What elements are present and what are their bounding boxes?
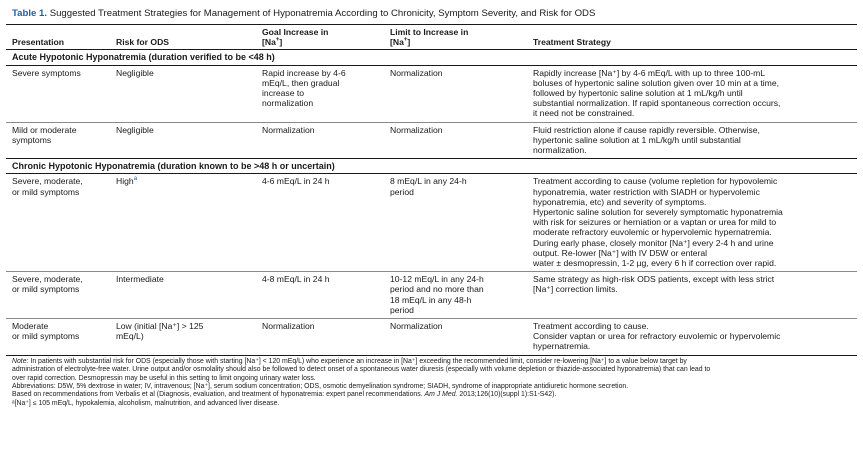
- col-goal: Goal Increase in [Na+]: [256, 25, 384, 50]
- cell-limit: Normalization: [384, 122, 527, 159]
- cell-line: it need not be constrained.: [533, 108, 635, 119]
- cell-line: period: [390, 186, 414, 197]
- col-goal-line2: [Na: [262, 37, 276, 48]
- cell-line: water ± desmopressin, 1-2 µg, every 6 h if correction over rapid.: [533, 258, 777, 269]
- cell-line: Moderate: [12, 321, 49, 332]
- cell-line: [Na⁺] correction limits.: [533, 284, 618, 295]
- table-caption: [6, 8, 857, 20]
- cell-line: output. Re-lower [Na⁺] with IV D5W or enteral: [533, 247, 708, 258]
- treatment-table: [6, 24, 857, 356]
- col-risk: Risk for ODS: [110, 25, 256, 50]
- note-text: In patients with substantial risk for ODS (especially those with starting [Na⁺] < 120 mEq/L) who experience an increase in [Na⁺] exceeding the recommended limit, consider re-lowering [Na⁺] to a value below target by: [28, 357, 687, 365]
- table-row: [6, 272, 857, 319]
- cell-line: followed by hypertonic saline solution at 1 mL/kg/h until: [533, 88, 743, 99]
- citation-text: Based on recommendations from Verbalis et al (Diagnosis, evaluation, and treatment of hyponatremia: expert panel recommendations.: [12, 391, 425, 399]
- cell-risk: Negligible: [110, 65, 256, 122]
- cell-strategy: [527, 122, 857, 159]
- cell-line: 10-12 mEq/L in any 24-h: [390, 274, 484, 285]
- source-citation: [12, 391, 857, 399]
- table-title: Suggested Treatment Strategies for Management of Hyponatremia According to Chronicity, Symptom Severity, and Risk for ODS: [49, 8, 596, 19]
- cell-line: hyponatremia, etc) and severity of symptoms.: [533, 196, 707, 207]
- cell-line: increase to: [262, 88, 305, 99]
- cell-line: normalization.: [533, 145, 587, 156]
- table-label: Table 1.: [12, 8, 48, 19]
- cell-presentation: [6, 122, 110, 159]
- cell-strategy: [527, 65, 857, 122]
- cell-limit: [384, 272, 527, 319]
- cell-line: Severe, moderate,: [12, 176, 83, 187]
- cell-line: mEq/L, then gradual: [262, 77, 340, 88]
- cell-line: hypernatremia.: [533, 341, 591, 352]
- cell-line: Rapid increase by 4-6: [262, 67, 346, 78]
- note-line: administration of electrolyte-free water. Urine output and/or osmolality should also be followed to detect onset of a spontaneous water diuresis (especially with volume depletion or thiazide-associated hyponatremia) that can lead to: [12, 366, 711, 374]
- cell-line: boluses of hypertonic saline solution given over 10 min at a time,: [533, 77, 780, 88]
- col-limit: Limit to Increase in [Na+]: [384, 25, 527, 50]
- cell-goal: Normalization: [262, 321, 315, 332]
- header-row: [6, 25, 857, 50]
- cell-line: During early phase, closely monitor [Na⁺] every 2-4 h and urine: [533, 237, 774, 248]
- cell-line: Low (initial [Na⁺] > 125: [116, 321, 204, 332]
- footnote-a: ᵃ[Na⁺] ≤ 105 mEq/L, hypokalemia, alcoholism, malnutrition, and advanced liver disease.: [12, 399, 280, 407]
- section-title-chronic: Chronic Hypotonic Hyponatremia (duration known to be >48 h or uncertain): [6, 159, 857, 174]
- cell-risk: Intermediate: [110, 272, 256, 319]
- section-row-chronic: [6, 159, 857, 174]
- col-presentation: Presentation: [6, 25, 110, 50]
- cell-line: moderate refractory euvolemic or hypervolemic hypernatremia.: [533, 227, 772, 238]
- cell-goal: [256, 65, 384, 122]
- cell-strategy: [527, 272, 857, 319]
- cell-line: with risk for seizures or herniation or a vaptan or urea for mild to: [533, 217, 777, 228]
- cell-line: mEq/L): [116, 331, 144, 342]
- cell-strategy: [527, 174, 857, 272]
- cell-risk: [110, 174, 256, 272]
- cell-limit: [384, 174, 527, 272]
- cell-line: Severe, moderate,: [12, 274, 83, 285]
- cell-line: 8 mEq/L in any 24-h: [390, 176, 467, 187]
- col-limit-line1: Limit to Increase in: [390, 27, 469, 37]
- cell-line: Treatment according to cause.: [533, 321, 649, 332]
- section-title-acute: Acute Hypotonic Hyponatremia (duration verified to be <48 h): [6, 50, 857, 65]
- cell-line: 18 mEq/L in any 48-h: [390, 294, 472, 305]
- cell-line: substantial normalization. If rapid spontaneous correction occurs,: [533, 98, 781, 109]
- note-line: [12, 358, 857, 366]
- cell-line: period and no more than: [390, 284, 484, 295]
- note-lead: Note:: [12, 357, 29, 365]
- cell-line: Hypertonic saline solution for severely symptomatic hyponatremia: [533, 207, 783, 218]
- cell-limit: Normalization: [390, 321, 443, 332]
- cell-line: Fluid restriction alone if cause rapidly reversible. Otherwise,: [533, 124, 760, 135]
- note-line: over rapid correction. Desmopressin may be useful in this setting to limit ongoing urinary water loss.: [12, 374, 316, 382]
- cell-line: or mild symptoms: [12, 284, 80, 295]
- risk-value: High: [116, 176, 134, 187]
- cell-line: or mild symptoms: [12, 331, 80, 342]
- col-goal-line2-end: ]: [279, 37, 283, 48]
- cell-line: Rapidly increase [Na⁺] by 4-6 mEq/L with up to three 100-mL: [533, 67, 766, 78]
- col-limit-line2: [Na: [390, 37, 404, 48]
- cell-line: hyponatremia, water restriction with SIADH or hypervolemic: [533, 186, 760, 197]
- table-row: [6, 319, 857, 356]
- table-figure: [6, 0, 857, 408]
- cell-line: Treatment according to cause (volume repletion for hypovolemic: [533, 176, 778, 187]
- footnote-marker: a: [133, 176, 138, 183]
- table-row: [6, 174, 857, 272]
- cell-line: normalization: [262, 98, 314, 109]
- cell-goal: 4-6 mEq/L in 24 h: [256, 174, 384, 272]
- cell-line: Same strategy as high-risk ODS patients, except with less strict: [533, 274, 775, 285]
- cell-line: or mild symptoms: [12, 186, 80, 197]
- cell-risk: [110, 319, 256, 356]
- col-strategy: Treatment Strategy: [527, 25, 857, 50]
- cell-limit: Normalization: [384, 65, 527, 122]
- col-limit-line2-end: ]: [407, 37, 411, 48]
- table-row: [6, 65, 857, 122]
- citation-details: 2013;126(10)(suppl 1):S1-S42).: [457, 391, 557, 399]
- cell-strategy: [527, 319, 857, 356]
- cell-goal: 4-8 mEq/L in 24 h: [256, 272, 384, 319]
- cell-presentation: [6, 319, 110, 356]
- cell-line: period: [390, 304, 414, 315]
- cell-presentation: [6, 272, 110, 319]
- abbreviations: Abbreviations: D5W, 5% dextrose in water; IV, intravenous; [Na⁺], serum sodium concentration; ODS, osmotic demyelination syndrome; SIADH, syndrome of inappropriate antidiuretic hormone secretion.: [12, 382, 629, 390]
- journal-name: Am J Med.: [424, 391, 458, 399]
- cell-line: Mild or moderate: [12, 124, 77, 135]
- section-row-acute: [6, 50, 857, 65]
- cell-presentation: [6, 174, 110, 272]
- cell-line: symptoms: [12, 134, 52, 145]
- col-goal-line1: Goal Increase in: [262, 27, 329, 37]
- cell-line: hypertonic saline solution at 1 mL/kg/h until substantial: [533, 134, 741, 145]
- table-row: [6, 122, 857, 159]
- cell-presentation: Severe symptoms: [6, 65, 110, 122]
- table-notes: [6, 358, 857, 408]
- cell-goal: Normalization: [256, 122, 384, 159]
- cell-line: Consider vaptan or urea for refractory euvolemic or hypervolemic: [533, 331, 781, 342]
- cell-risk: Negligible: [110, 122, 256, 159]
